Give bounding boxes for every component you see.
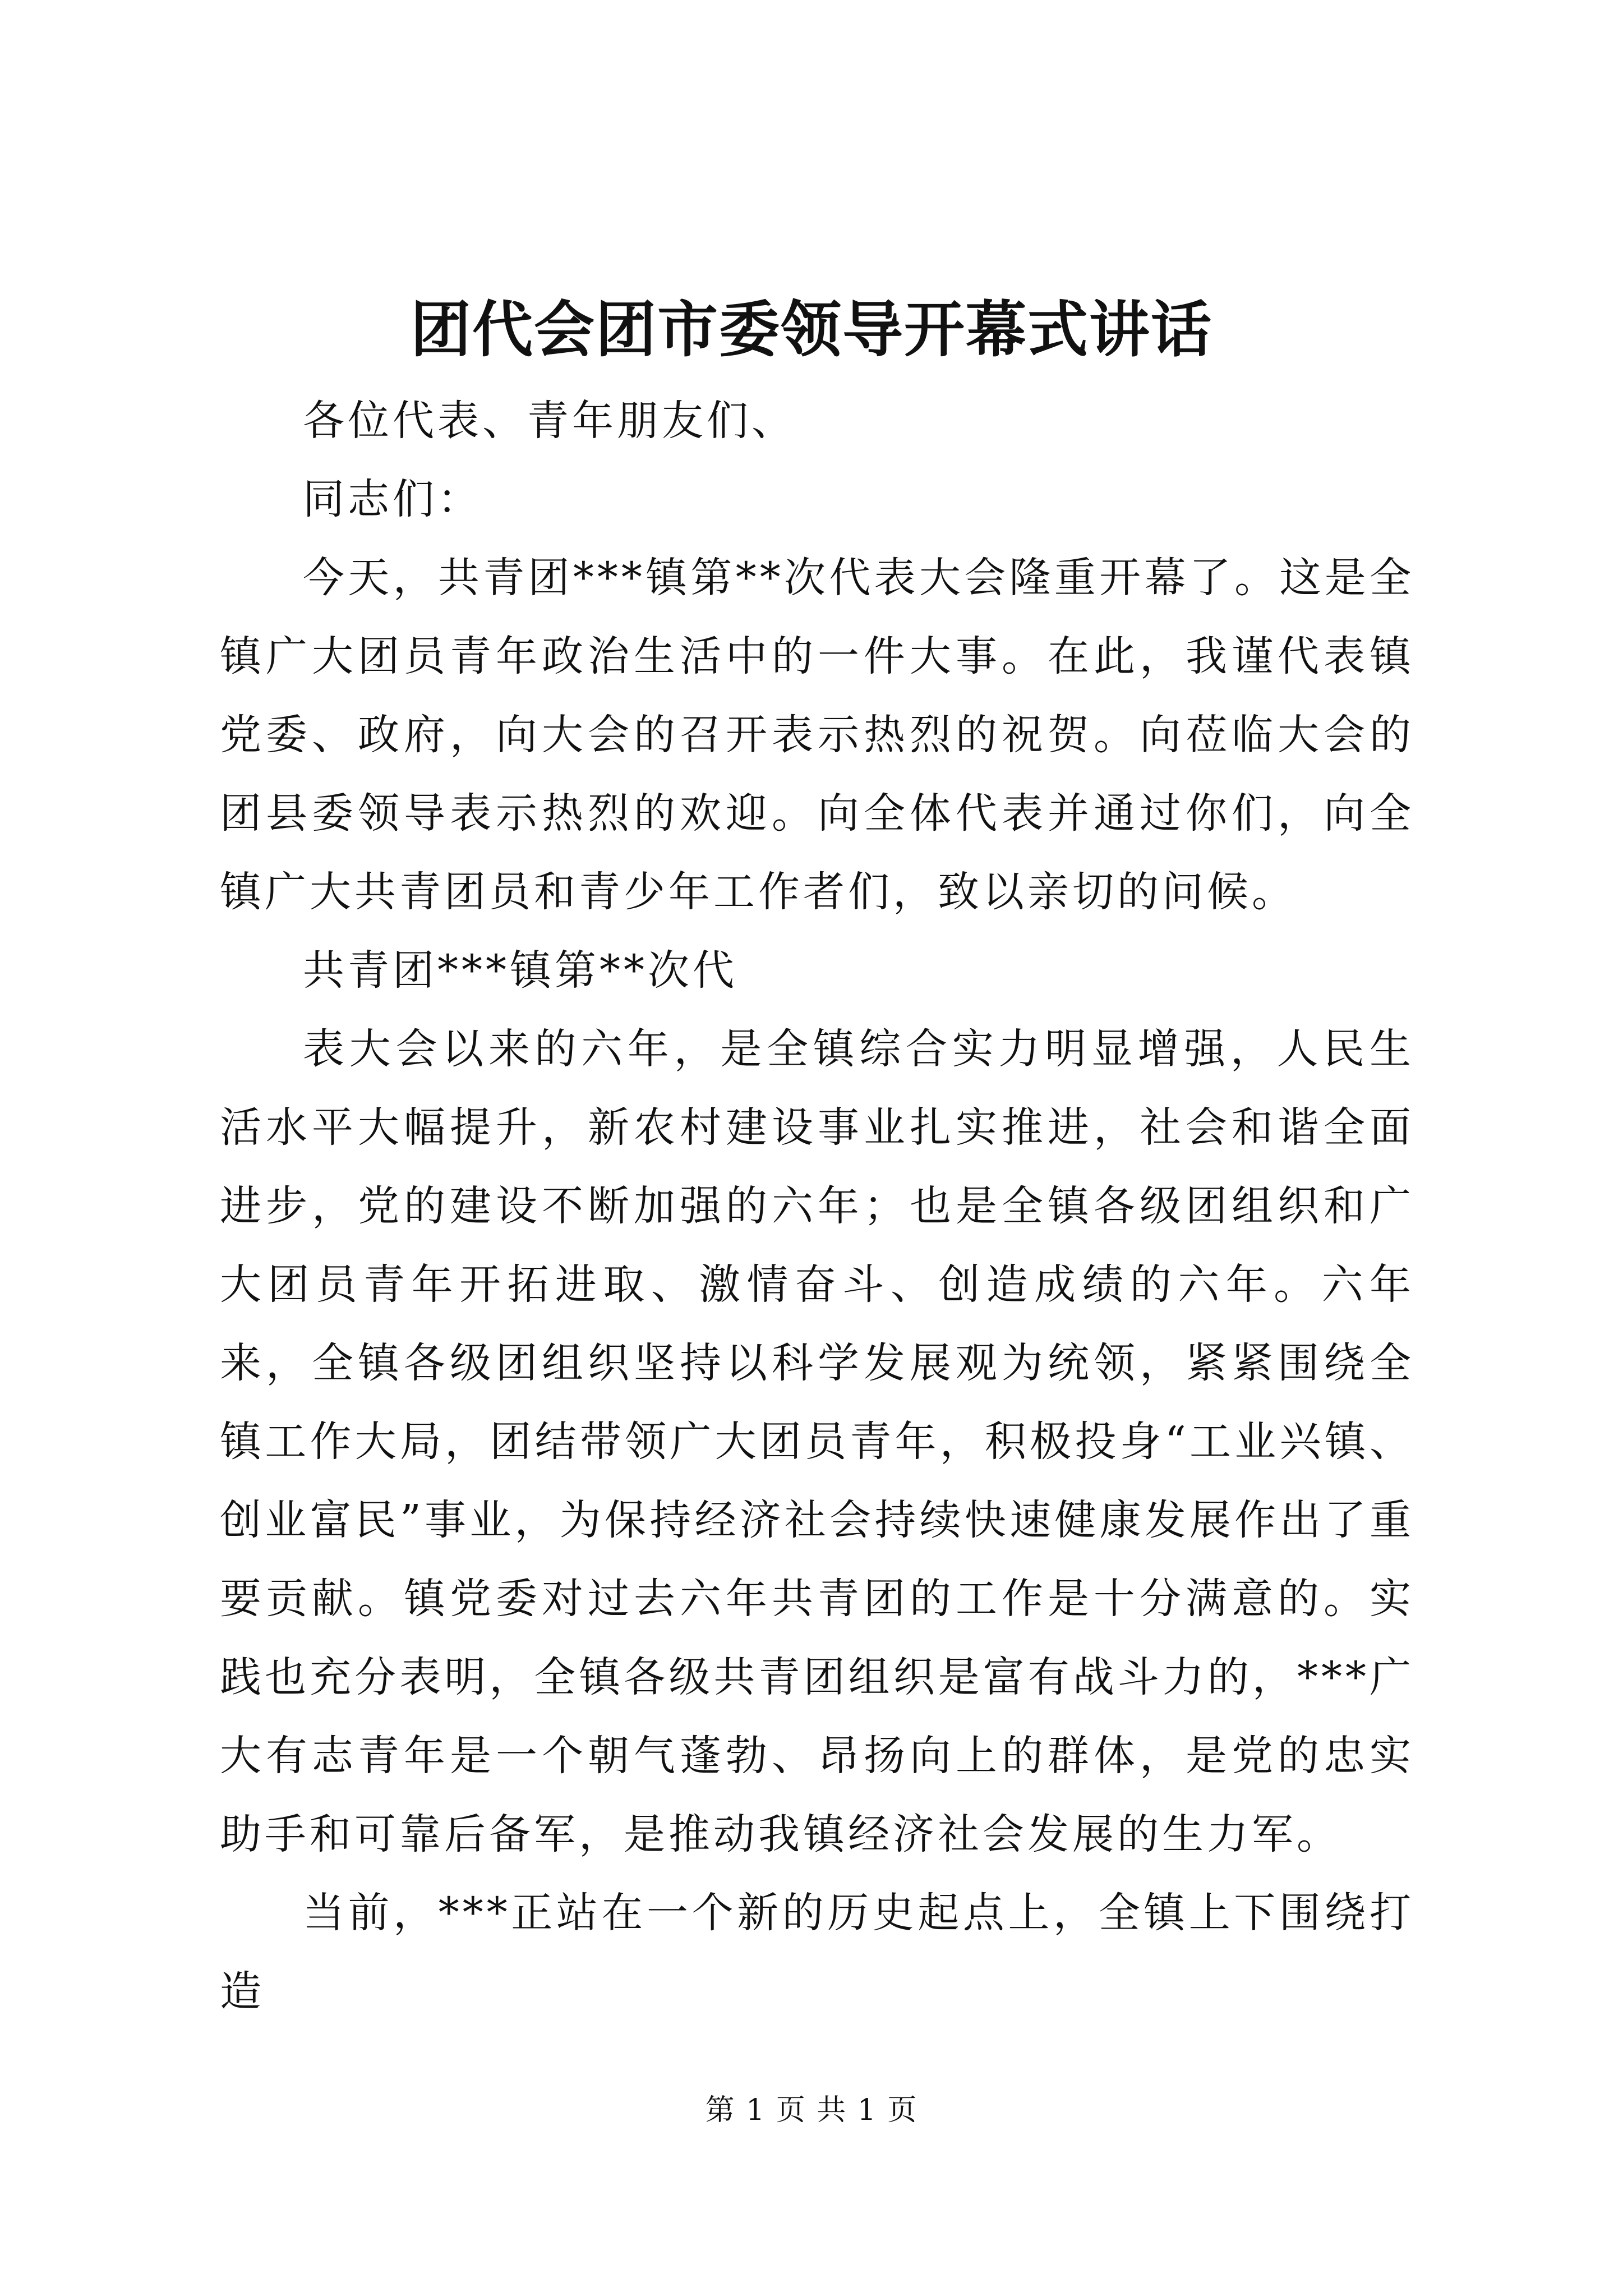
- salutation-line-1: 各位代表、青年朋友们、: [303, 397, 796, 445]
- paragraph-current: 当前，***正站在一个新的历史起点上，全镇上下围绕打造: [220, 1889, 1414, 2016]
- paragraph-review: 表大会以来的六年，是全镇综合实力明显增强，人民生活水平大幅提升，新农村建设事业扎实推进，社会和谐全面进步，党的建设不断加强的六年；也是全镇各级团组织和广大团员青年开拓进取、激情奋斗、创造成绩的六年。六年来，全镇各级团组织坚持以科学发展观为统领，紧紧围绕全镇工作大局，团结带领广大团员青年，积极投身“工业兴镇、创业富民”事业，为保持经济社会持续快速健康发展作出了重要贡献。镇党委对过去六年共青团的工作是十分满意的。实践也充分表明，全镇各级共青团组织是富有战斗力的，***广大有志青年是一个朝气蓬勃、昂扬向上的群体，是党的忠实助手和可靠后备军，是推动我镇经济社会发展的生力军。: [220, 1025, 1414, 1858]
- document-body: [220, 381, 1414, 2031]
- paragraph-fragment: 共青团***镇第**次代: [303, 946, 737, 995]
- page-footer: 第 1 页 共 1 页: [705, 2093, 918, 2127]
- salutation-line-2: 同志们：: [303, 475, 482, 523]
- document-title: 团代会团市委领导开幕式讲话: [410, 295, 1212, 365]
- paragraph-opening: 今天，共青团***镇第**次代表大会隆重开幕了。这是全镇广大团员青年政治生活中的一件大事。在此，我谨代表镇党委、政府，向大会的召开表示热烈的祝贺。向莅临大会的团县委领导表示热烈的欢迎。向全体代表并通过你们，向全镇广大共青团员和青少年工作者们，致以亲切的问候。: [220, 554, 1414, 916]
